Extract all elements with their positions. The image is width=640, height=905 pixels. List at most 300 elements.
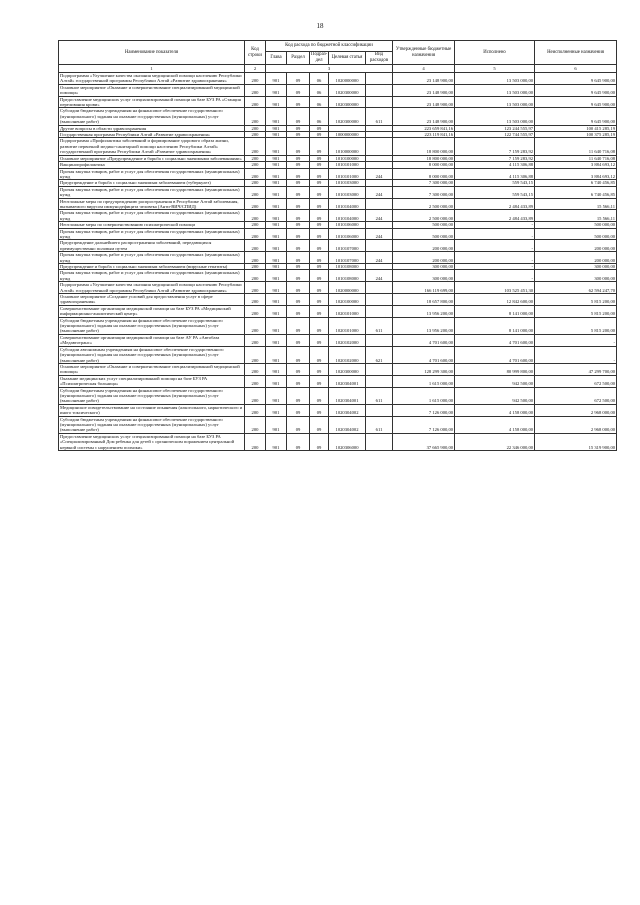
- table-row: [59, 108, 617, 125]
- row-podrazdel: 09: [310, 305, 329, 317]
- row-razdel: 09: [287, 168, 310, 180]
- row-podrazdel: 09: [310, 125, 329, 131]
- row-glava: 901: [266, 168, 287, 180]
- row-razdel: 09: [287, 186, 310, 198]
- row-name: Прочая закупка товаров, работ и услуг для обеспечения государственных (муниципальных) нужд: [59, 210, 245, 222]
- header-executed: Исполнено: [455, 41, 535, 65]
- row-unexecuted: 11 640 716,08: [535, 155, 617, 161]
- row-glava: 901: [266, 305, 287, 317]
- row-code: 200: [245, 96, 266, 108]
- row-approved: 23 148 900,00: [393, 84, 455, 96]
- row-expense-type: [366, 96, 393, 108]
- column-number: 3: [266, 65, 393, 73]
- row-target-article: 1020300000: [329, 108, 366, 125]
- row-code: 200: [245, 168, 266, 180]
- row-approved: 500 000,00: [393, 222, 455, 228]
- row-expense-type: 611: [366, 108, 393, 125]
- table-row: [59, 84, 617, 96]
- row-unexecuted: 47 299 700,00: [535, 363, 617, 375]
- row-unexecuted: 5 815 200,00: [535, 317, 617, 334]
- row-executed: -: [455, 240, 535, 252]
- row-name: Подпрограмма «Улучшение качества оказания медицинской помощи населению Республики Алтай» государственной программы Республики Алтай «Развитие здравоохранения»: [59, 282, 245, 294]
- table-row: [59, 294, 617, 306]
- row-unexecuted: 62 594 247,70: [535, 282, 617, 294]
- row-expense-type: 621: [366, 346, 393, 363]
- row-expense-type: [366, 363, 393, 375]
- table-row: [59, 317, 617, 334]
- row-executed: 2 484 433,89: [455, 198, 535, 210]
- row-approved: 23 148 900,00: [393, 96, 455, 108]
- table-row: [59, 168, 617, 180]
- row-podrazdel: 09: [310, 375, 329, 387]
- row-name: Прочая закупка товаров, работ и услуг для обеспечения государственных (муниципальных) нужд: [59, 186, 245, 198]
- row-glava: 901: [266, 240, 287, 252]
- row-podrazdel: 09: [310, 132, 329, 138]
- row-unexecuted: 15 566,11: [535, 198, 617, 210]
- row-podrazdel: 09: [310, 317, 329, 334]
- row-podrazdel: 09: [310, 264, 329, 270]
- row-executed: -: [455, 252, 535, 264]
- row-unexecuted: 3 884 693,12: [535, 162, 617, 168]
- row-razdel: 09: [287, 404, 310, 416]
- row-razdel: 09: [287, 132, 310, 138]
- row-approved: 7 126 000,00: [393, 416, 455, 433]
- column-number: 2: [245, 65, 266, 73]
- row-glava: 901: [266, 180, 287, 186]
- row-target-article: 1010100000: [329, 155, 366, 161]
- row-code: 200: [245, 73, 266, 85]
- row-target-article: 1020300000: [329, 96, 366, 108]
- table-row: [59, 387, 617, 404]
- row-approved: 7 126 000,00: [393, 404, 455, 416]
- row-target-article: 1020306000: [329, 433, 366, 450]
- row-name: Субсидии бюджетным учреждениям на финансовое обеспечение государственного (муниципального) задания на оказание государственных (муниципальных) услуг (выполнение работ): [59, 317, 245, 334]
- row-glava: 901: [266, 210, 287, 222]
- row-target-article: 1010106000: [329, 222, 366, 228]
- row-expense-type: [366, 433, 393, 450]
- row-razdel: 09: [287, 317, 310, 334]
- row-unexecuted: 6 740 456,85: [535, 180, 617, 186]
- row-unexecuted: 672 500,00: [535, 387, 617, 404]
- row-code: 200: [245, 180, 266, 186]
- row-code: 200: [245, 210, 266, 222]
- row-name: Совершенствование организации медицинской помощи на базе АУ РА «Автобаза «Медавтотранс»: [59, 334, 245, 346]
- row-razdel: 09: [287, 84, 310, 96]
- row-razdel: 09: [287, 228, 310, 240]
- row-unexecuted: -: [535, 346, 617, 363]
- row-unexecuted: 9 645 900,00: [535, 73, 617, 85]
- row-approved: 13 956 200,00: [393, 305, 455, 317]
- row-glava: 901: [266, 363, 287, 375]
- row-executed: 4 701 600,00: [455, 346, 535, 363]
- row-glava: 901: [266, 132, 287, 138]
- row-executed: 2 484 433,89: [455, 210, 535, 222]
- table-row: [59, 210, 617, 222]
- row-approved: 500 000,00: [393, 228, 455, 240]
- row-name: Предупреждение дальнейшего распространения заболеваний, передающихся преимущественно половым путем: [59, 240, 245, 252]
- row-name: Прочая закупка товаров, работ и услуг для обеспечения государственных (муниципальных) нужд: [59, 252, 245, 264]
- row-razdel: 09: [287, 240, 310, 252]
- row-expense-type: [366, 73, 393, 85]
- row-unexecuted: 6 740 456,85: [535, 186, 617, 198]
- row-approved: 4 701 600,00: [393, 334, 455, 346]
- row-executed: -: [455, 228, 535, 240]
- row-name: Предупреждение и борьба с социально значимым заболеванием (туберкулез): [59, 180, 245, 186]
- table-row: [59, 264, 617, 270]
- row-razdel: 09: [287, 433, 310, 450]
- row-approved: 223 659 841,16: [393, 125, 455, 131]
- row-target-article: 1020304001: [329, 387, 366, 404]
- row-executed: 942 500,00: [455, 375, 535, 387]
- row-target-article: 1010108000: [329, 270, 366, 282]
- row-glava: 901: [266, 334, 287, 346]
- row-glava: 901: [266, 433, 287, 450]
- row-podrazdel: 09: [310, 155, 329, 161]
- row-approved: 2 500 000,00: [393, 198, 455, 210]
- column-number: 1: [59, 65, 245, 73]
- row-podrazdel: 09: [310, 433, 329, 450]
- row-name: Оказание медицинских услуг специализированной помощи на базе БУЗ РА «Психиатрическая больница»: [59, 375, 245, 387]
- table-row: [59, 282, 617, 294]
- row-razdel: 09: [287, 96, 310, 108]
- row-approved: 2 500 000,00: [393, 210, 455, 222]
- row-name: Основное мероприятие «Создание условий для предоставления услуг в сфере здравоохранения»: [59, 294, 245, 306]
- row-razdel: 09: [287, 222, 310, 228]
- row-executed: 8 141 000,00: [455, 305, 535, 317]
- row-glava: 901: [266, 375, 287, 387]
- row-razdel: 09: [287, 375, 310, 387]
- header-podrazdel: Подраз-дел: [311, 52, 328, 63]
- row-approved: 18 657 800,00: [393, 294, 455, 306]
- table-row: [59, 186, 617, 198]
- table-row: [59, 198, 617, 210]
- row-expense-type: 244: [366, 252, 393, 264]
- row-glava: 901: [266, 198, 287, 210]
- row-name: Предоставление медицинских услуг специализированной помощи на базе БУЗ РА «Специализированный Дом ребенка для детей с органическим поражением центральной нервной системы с нарушением психики»: [59, 433, 245, 450]
- row-unexecuted: 2 968 000,00: [535, 404, 617, 416]
- row-unexecuted: 300 000,00: [535, 270, 617, 282]
- row-target-article: 1020304002: [329, 404, 366, 416]
- row-glava: 901: [266, 138, 287, 155]
- row-executed: 80 999 800,00: [455, 363, 535, 375]
- row-podrazdel: 09: [310, 404, 329, 416]
- row-executed: -: [455, 270, 535, 282]
- row-podrazdel: 09: [310, 282, 329, 294]
- row-glava: 901: [266, 294, 287, 306]
- row-executed: -: [455, 264, 535, 270]
- row-executed: 123 244 555,97: [455, 125, 535, 131]
- row-executed: 4 701 600,00: [455, 334, 535, 346]
- header-target: Целевая статья: [329, 52, 366, 65]
- row-glava: 901: [266, 416, 287, 433]
- row-podrazdel: 09: [310, 180, 329, 186]
- row-expense-type: 611: [366, 387, 393, 404]
- row-expense-type: [366, 334, 393, 346]
- row-glava: 901: [266, 222, 287, 228]
- row-podrazdel: 06: [310, 84, 329, 96]
- row-glava: 901: [266, 387, 287, 404]
- row-name: Прочая закупка товаров, работ и услуг для обеспечения государственных (муниципальных) нужд: [59, 270, 245, 282]
- table-row: [59, 138, 617, 155]
- row-code: 200: [245, 228, 266, 240]
- row-podrazdel: 09: [310, 162, 329, 168]
- row-unexecuted: 5 815 200,00: [535, 294, 617, 306]
- row-expense-type: 611: [366, 317, 393, 334]
- row-target-article: 1020300000: [329, 84, 366, 96]
- row-glava: 901: [266, 346, 287, 363]
- row-approved: 1 615 000,00: [393, 387, 455, 404]
- row-executed: 7 159 283,92: [455, 138, 535, 155]
- row-code: 200: [245, 138, 266, 155]
- row-unexecuted: 200 000,00: [535, 240, 617, 252]
- row-podrazdel: 06: [310, 108, 329, 125]
- row-target-article: 1010103000: [329, 186, 366, 198]
- row-approved: 37 665 900,00: [393, 433, 455, 450]
- row-name: Неотложные меры по предупреждению распространения в Республике Алтай заболевания, вызываемого вирусом иммунодефицита человека (Анти-ВИЧ/СПИД): [59, 198, 245, 210]
- row-expense-type: [366, 375, 393, 387]
- row-name: Предоставление медицинских услуг специализированной помощи на базе БУЗ РА «Станция переливания крови»: [59, 96, 245, 108]
- row-code: 200: [245, 186, 266, 198]
- row-glava: 901: [266, 270, 287, 282]
- row-razdel: 09: [287, 294, 310, 306]
- row-glava: 901: [266, 186, 287, 198]
- row-expense-type: 244: [366, 168, 393, 180]
- row-executed: 4 115 306,88: [455, 168, 535, 180]
- header-code: Код строки: [245, 41, 266, 65]
- row-approved: 18 800 000,00: [393, 138, 455, 155]
- row-podrazdel: 09: [310, 363, 329, 375]
- table-row: [59, 96, 617, 108]
- row-code: 200: [245, 305, 266, 317]
- row-code: 200: [245, 404, 266, 416]
- row-target-article: 1010000000: [329, 138, 366, 155]
- row-name: Прочая закупка товаров, работ и услуг для обеспечения государственных (муниципальных) нужд: [59, 228, 245, 240]
- row-target-article: 1020300000: [329, 363, 366, 375]
- row-code: 200: [245, 317, 266, 334]
- row-executed: 4 158 000,00: [455, 416, 535, 433]
- row-name: Прочая закупка товаров, работ и услуг для обеспечения государственных (муниципальных) нужд: [59, 168, 245, 180]
- row-target-article: 1010108000: [329, 264, 366, 270]
- row-executed: 559 543,15: [455, 180, 535, 186]
- table-row: [59, 180, 617, 186]
- row-razdel: 09: [287, 363, 310, 375]
- row-razdel: 09: [287, 334, 310, 346]
- row-target-article: 1020000000: [329, 73, 366, 85]
- row-code: 200: [245, 416, 266, 433]
- row-target-article: 1010104000: [329, 210, 366, 222]
- budget-execution-table: [58, 40, 617, 451]
- header-unexecuted: Неисполненные назначения: [535, 41, 617, 65]
- row-razdel: 09: [287, 387, 310, 404]
- row-executed: 4 158 000,00: [455, 404, 535, 416]
- row-razdel: 09: [287, 305, 310, 317]
- row-podrazdel: 09: [310, 346, 329, 363]
- row-code: 200: [245, 108, 266, 125]
- table-row: [59, 228, 617, 240]
- row-podrazdel: 09: [310, 252, 329, 264]
- row-podrazdel: 09: [310, 228, 329, 240]
- row-executed: 942 500,00: [455, 387, 535, 404]
- row-glava: 901: [266, 108, 287, 125]
- row-approved: 13 956 200,00: [393, 317, 455, 334]
- row-executed: 13 503 000,00: [455, 84, 535, 96]
- row-glava: 901: [266, 317, 287, 334]
- row-approved: 23 148 900,00: [393, 73, 455, 85]
- row-razdel: 09: [287, 252, 310, 264]
- row-podrazdel: 09: [310, 334, 329, 346]
- row-expense-type: [366, 404, 393, 416]
- row-approved: 4 701 600,00: [393, 346, 455, 363]
- row-expense-type: [366, 138, 393, 155]
- row-unexecuted: 500 000,00: [535, 222, 617, 228]
- row-code: 200: [245, 363, 266, 375]
- row-glava: 901: [266, 84, 287, 96]
- row-unexecuted: 672 500,00: [535, 375, 617, 387]
- row-unexecuted: 100 415 285,19: [535, 125, 617, 131]
- row-podrazdel: 09: [310, 387, 329, 404]
- table-row: [59, 252, 617, 264]
- row-unexecuted: 15 319 900,00: [535, 433, 617, 450]
- row-code: 200: [245, 198, 266, 210]
- row-code: 200: [245, 334, 266, 346]
- row-podrazdel: 09: [310, 270, 329, 282]
- row-name: Предупреждение и борьба с социально значимым заболеванием (вирусные гепатиты): [59, 264, 245, 270]
- row-approved: 166 119 699,00: [393, 282, 455, 294]
- row-target-article: 1010107000: [329, 240, 366, 252]
- row-expense-type: 244: [366, 270, 393, 282]
- row-name: Подпрограмма «Улучшение качества оказания медицинской помощи населению Республики Алтай» государственной программы Республики Алтай «Развитие здравоохранения»: [59, 73, 245, 85]
- row-unexecuted: 300 000,00: [535, 264, 617, 270]
- row-target-article: 1010104000: [329, 198, 366, 210]
- row-podrazdel: 09: [310, 138, 329, 155]
- row-podrazdel: 09: [310, 240, 329, 252]
- row-razdel: 09: [287, 416, 310, 433]
- row-podrazdel: 09: [310, 198, 329, 210]
- row-code: 200: [245, 132, 266, 138]
- row-razdel: 09: [287, 210, 310, 222]
- table-row: [59, 270, 617, 282]
- row-razdel: 09: [287, 155, 310, 161]
- row-name: Другие вопросы в области здравоохранения: [59, 125, 245, 131]
- row-razdel: 09: [287, 138, 310, 155]
- row-expense-type: [366, 84, 393, 96]
- row-glava: 901: [266, 282, 287, 294]
- row-approved: 300 000,00: [393, 264, 455, 270]
- table-row: [59, 334, 617, 346]
- row-name: Основное мероприятие «Оказание и совершенствование специализированной медицинской помощи»: [59, 84, 245, 96]
- row-code: 200: [245, 346, 266, 363]
- row-expense-type: 611: [366, 416, 393, 433]
- row-razdel: 09: [287, 125, 310, 131]
- row-code: 200: [245, 222, 266, 228]
- row-unexecuted: 2 968 000,00: [535, 416, 617, 433]
- table-row: [59, 375, 617, 387]
- table-row: [59, 363, 617, 375]
- table-row: [59, 346, 617, 363]
- row-name: Основное мероприятие «Предупреждение и борьба с социально значимыми заболеваниями»: [59, 155, 245, 161]
- table-row: [59, 155, 617, 161]
- row-target-article: 1010106000: [329, 228, 366, 240]
- row-executed: 4 115 306,88: [455, 162, 535, 168]
- row-razdel: 09: [287, 108, 310, 125]
- row-name: Государственная программа Республики Алтай «Развитие здравоохранения»: [59, 132, 245, 138]
- row-target-article: 1020101000: [329, 317, 366, 334]
- row-podrazdel: 06: [310, 73, 329, 85]
- row-approved: 8 000 000,00: [393, 168, 455, 180]
- row-executed: 8 141 000,00: [455, 317, 535, 334]
- row-name: Совершенствование организации медицинской помощи на базе БУЗ РА «Медицинский информационно-аналитический центр»: [59, 305, 245, 317]
- table-row: [59, 305, 617, 317]
- row-executed: 103 525 451,30: [455, 282, 535, 294]
- row-code: 200: [245, 387, 266, 404]
- table-row: [59, 132, 617, 138]
- row-unexecuted: 9 645 900,00: [535, 108, 617, 125]
- row-executed: 122 744 555,97: [455, 132, 535, 138]
- row-code: 200: [245, 240, 266, 252]
- row-code: 200: [245, 264, 266, 270]
- row-name: Подпрограмма «Профилактика заболеваний и формирование здорового образа жизни, развитие первичной медико-санитарной помощи населению Республики Алтай» государственной программы Республики Алтай «Развитие здравоохранения»: [59, 138, 245, 155]
- row-approved: 23 148 900,00: [393, 108, 455, 125]
- row-approved: 8 000 000,00: [393, 162, 455, 168]
- row-approved: 200 000,00: [393, 252, 455, 264]
- row-glava: 901: [266, 252, 287, 264]
- row-unexecuted: 9 645 900,00: [535, 84, 617, 96]
- row-executed: 13 503 000,00: [455, 108, 535, 125]
- row-code: 200: [245, 375, 266, 387]
- row-expense-type: 244: [366, 186, 393, 198]
- row-glava: 901: [266, 155, 287, 161]
- row-target-article: 1020100000: [329, 294, 366, 306]
- row-approved: 7 300 000,00: [393, 186, 455, 198]
- row-glava: 901: [266, 162, 287, 168]
- row-unexecuted: 15 566,11: [535, 210, 617, 222]
- row-unexecuted: 100 375 285,19: [535, 132, 617, 138]
- row-executed: -: [455, 222, 535, 228]
- row-razdel: 09: [287, 346, 310, 363]
- row-podrazdel: 09: [310, 168, 329, 180]
- header-razdel: Раздел: [287, 52, 310, 65]
- row-target-article: 1010101000: [329, 168, 366, 180]
- row-approved: 18 800 000,00: [393, 155, 455, 161]
- row-target-article: 1010103000: [329, 180, 366, 186]
- table-row: [59, 404, 617, 416]
- row-target-article: 1020304002: [329, 416, 366, 433]
- row-code: 200: [245, 294, 266, 306]
- header-glava: Главa: [266, 52, 287, 65]
- row-executed: 13 503 000,00: [455, 73, 535, 85]
- row-unexecuted: 9 645 900,00: [535, 96, 617, 108]
- row-razdel: 09: [287, 264, 310, 270]
- row-name: Субсидии бюджетным учреждениям на финансовое обеспечение государственного (муниципального) задания на оказание государственных (муниципальных) услуг (выполнение работ): [59, 416, 245, 433]
- row-glava: 901: [266, 228, 287, 240]
- header-vid: Вид расходов: [366, 52, 393, 65]
- row-glava: 901: [266, 73, 287, 85]
- row-podrazdel: 09: [310, 222, 329, 228]
- row-name: Субсидии автономным учреждениям на финансовое обеспечение государственного (муниципального) задания на оказание государственных (муниципальных) услуг (выполнение работ): [59, 346, 245, 363]
- row-expense-type: [366, 198, 393, 210]
- row-razdel: 09: [287, 180, 310, 186]
- row-target-article: 1020000000: [329, 282, 366, 294]
- row-name: Вакцинопрофилактика: [59, 162, 245, 168]
- row-code: 200: [245, 162, 266, 168]
- row-name: Неотложные меры по совершенствованию психиатрической помощи: [59, 222, 245, 228]
- row-target-article: 1010107000: [329, 252, 366, 264]
- row-expense-type: [366, 282, 393, 294]
- row-approved: 1 615 000,00: [393, 375, 455, 387]
- row-target-article: 1020101000: [329, 305, 366, 317]
- table-row: [59, 73, 617, 85]
- row-unexecuted: 500 000,00: [535, 228, 617, 240]
